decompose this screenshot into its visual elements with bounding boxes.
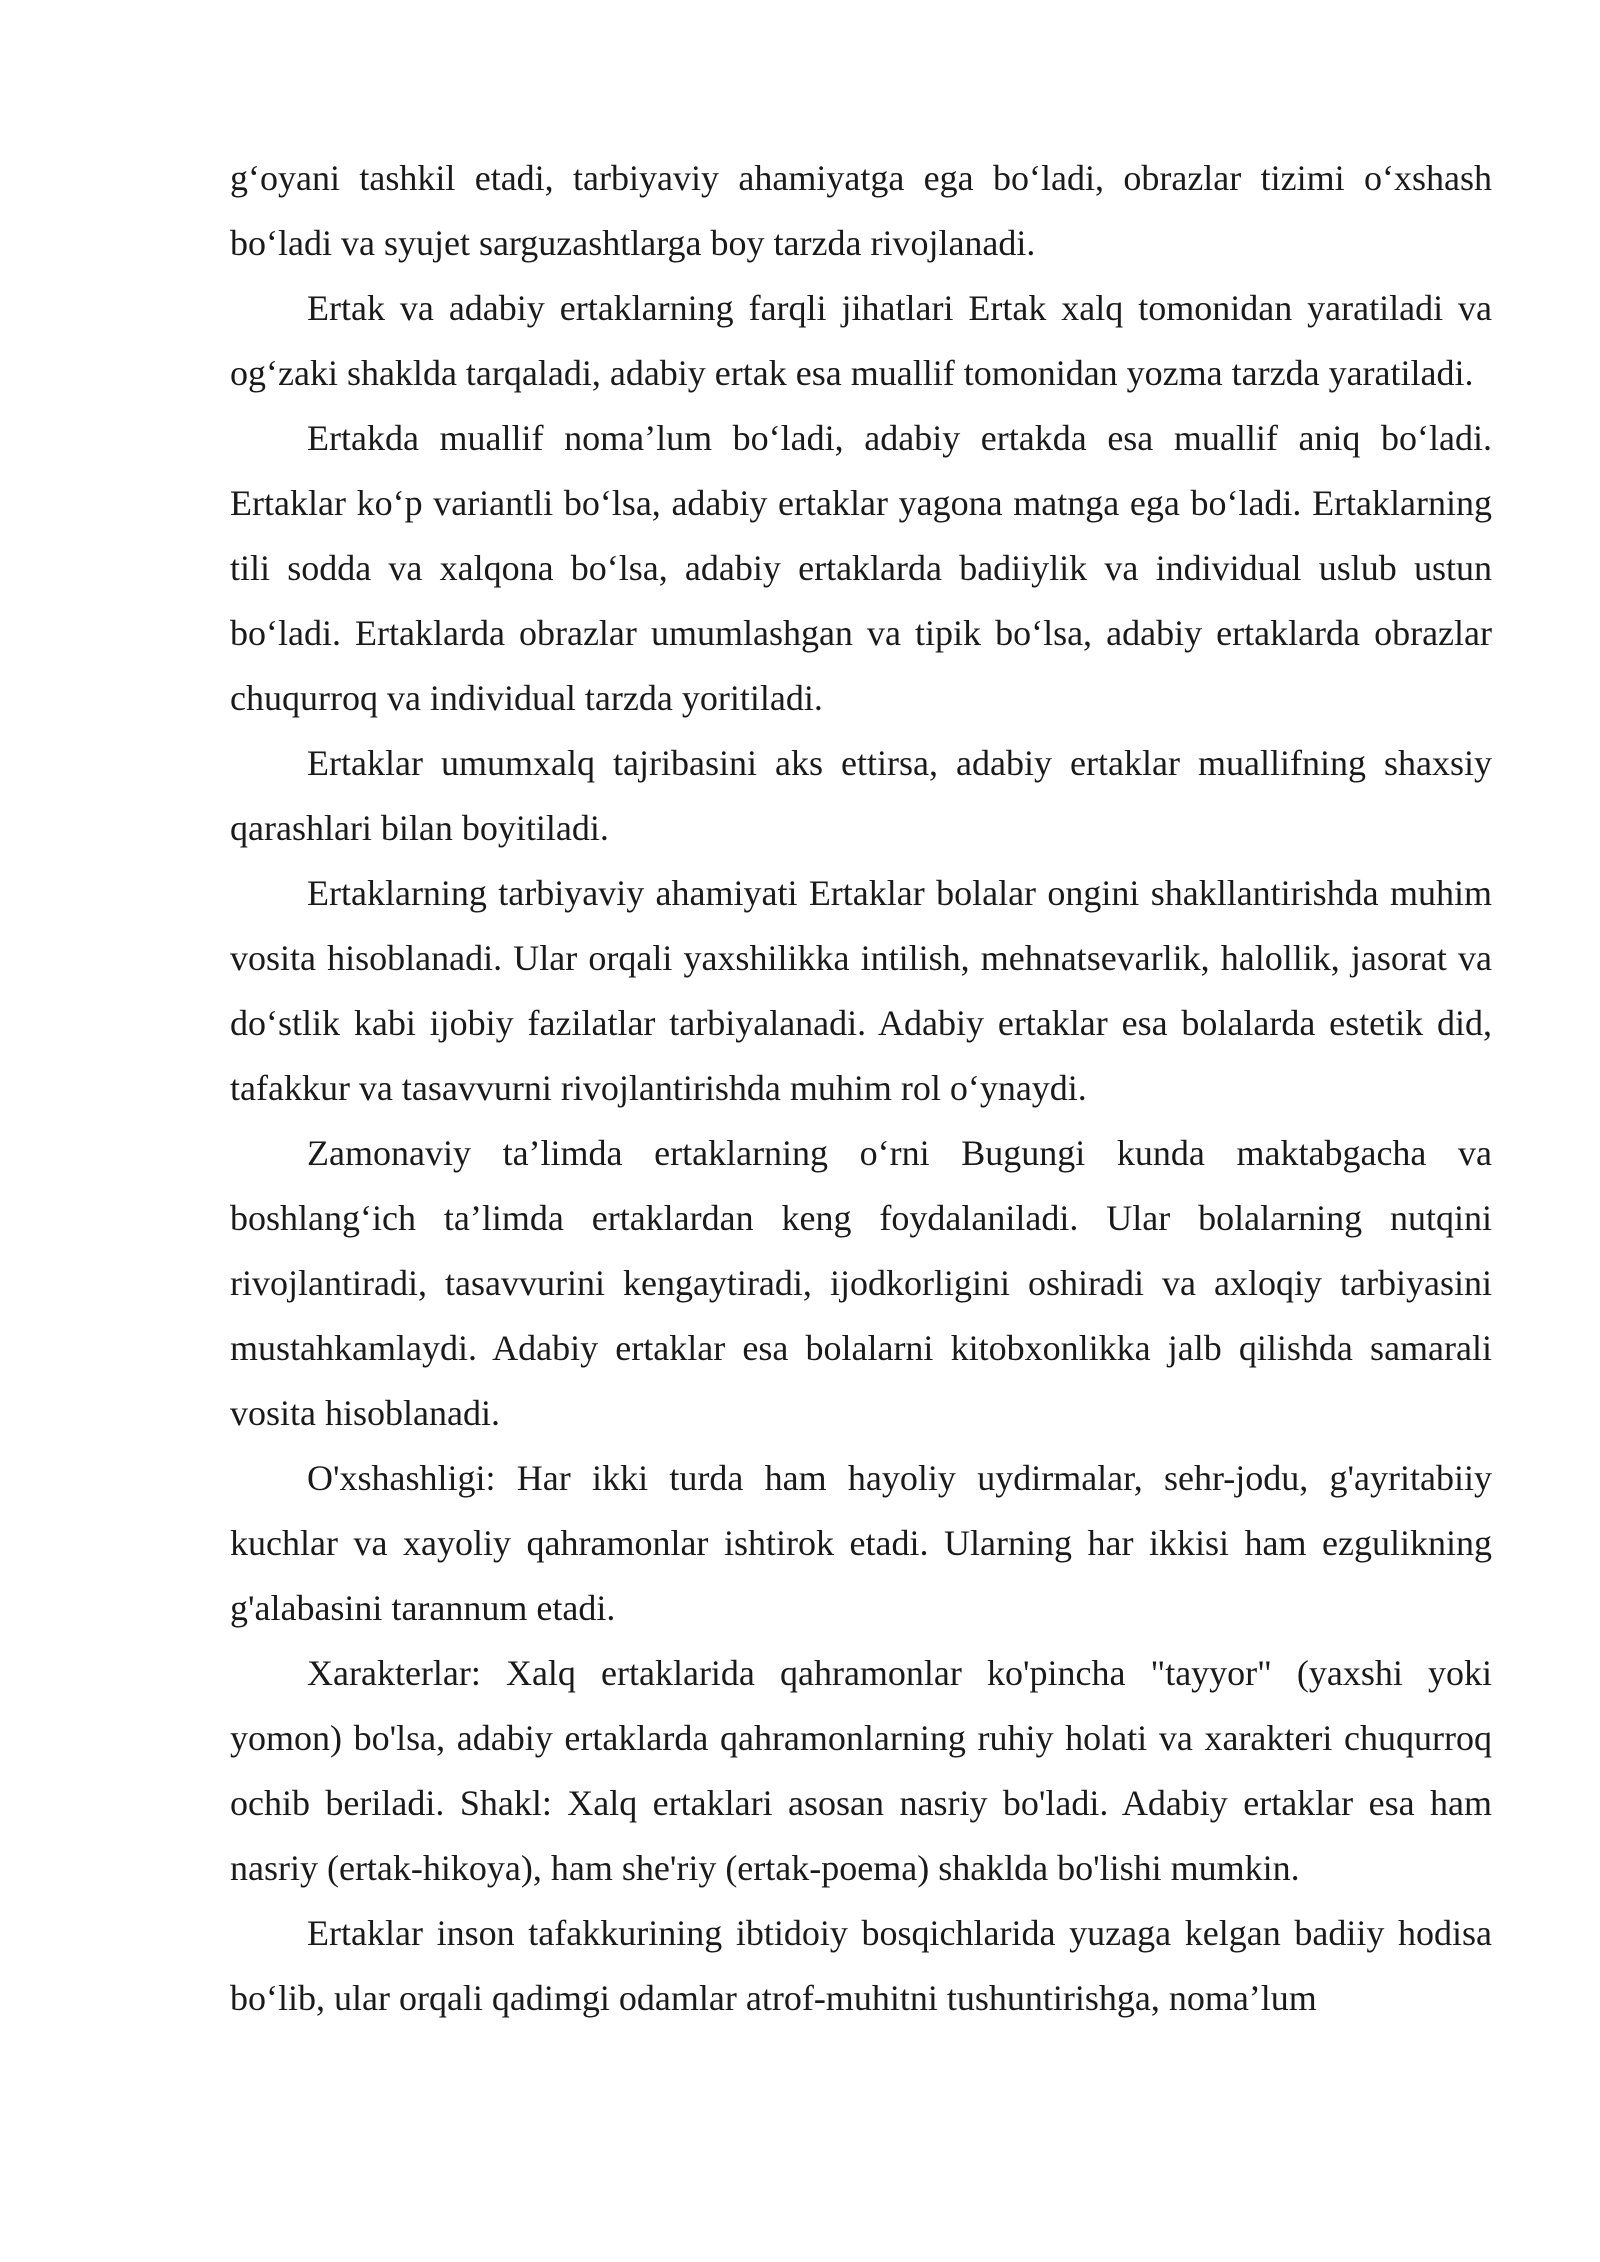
paragraph-9: Ertaklar inson tafakkurining ibtidoiy bosqichlarida yuzaga kelgan badiiy hodisa bo‘lib, ular orqali qadimgi odamlar atrof-muhitni tushuntirishga, noma’lum bbox=[230, 1913, 1492, 2018]
paragraph-4: Ertaklar umumxalq tajribasini aks ettirsa, adabiy ertaklar muallifning shaxsiy qarashlari bilan boyitiladi. bbox=[230, 743, 1492, 848]
paragraph-8: Xarakterlar: Xalq ertaklarida qahramonlar ko'pincha "tayyor" (yaxshi yoki yomon) bo'lsa, adabiy ertaklarda qahramonlarning ruhiy holati va xarakteri chuqurroq ochib beriladi. Shakl: Xalq ertaklari asosan nasriy bo'ladi. Adabiy ertaklar esa ham nasriy (ertak-hikoya), ham she'riy (ertak-poema) shaklda bo'lishi mumkin. bbox=[230, 1653, 1492, 1888]
paragraph-7: O'xshashligi: Har ikki turda ham hayoliy uydirmalar, sehr-jodu, g'ayritabiiy kuchlar va xayoliy qahramonlar ishtirok etadi. Ularning har ikkisi ham ezgulikning g'alabasini tarannum etadi. bbox=[230, 1458, 1492, 1628]
paragraph-1: g‘oyani tashkil etadi, tarbiyaviy ahamiyatga ega bo‘ladi, obrazlar tizimi o‘xshash bo‘ladi va syujet sarguzashtlarga boy tarzda rivojlanadi. bbox=[230, 158, 1492, 263]
paragraph-2: Ertak va adabiy ertaklarning farqli jihatlari Ertak xalq tomonidan yaratiladi va og‘zaki shaklda tarqaladi, adabiy ertak esa muallif tomonidan yozma tarzda yaratiladi. bbox=[230, 288, 1492, 393]
paragraph-6: Zamonaviy ta’limda ertaklarning o‘rni Bugungi kunda maktabgacha va boshlang‘ich ta’limda ertaklardan keng foydalaniladi. Ular bolalarning nutqini rivojlantiradi, tasavvurini kengaytiradi, ijodkorligini oshiradi va axloqiy tarbiyasini mustahkamlaydi. Adabiy ertaklar esa bolalarni kitobxonlikka jalb qilishda samarali vosita hisoblanadi. bbox=[230, 1133, 1492, 1433]
document-page bbox=[230, 146, 1492, 2031]
paragraph-5: Ertaklarning tarbiyaviy ahamiyati Ertaklar bolalar ongini shakllantirishda muhim vosita hisoblanadi. Ular orqali yaxshilikka intilish, mehnatsevarlik, halollik, jasorat va do‘stlik kabi ijobiy fazilatlar tarbiyalanadi. Adabiy ertaklar esa bolalarda estetik did, tafakkur va tasavvurni rivojlantirishda muhim rol o‘ynaydi. bbox=[230, 873, 1492, 1108]
paragraph-3: Ertakda muallif noma’lum bo‘ladi, adabiy ertakda esa muallif aniq bo‘ladi. Ertaklar ko‘p variantli bo‘lsa, adabiy ertaklar yagona matnga ega bo‘ladi. Ertaklarning tili sodda va xalqona bo‘lsa, adabiy ertaklarda badiiylik va individual uslub ustun bo‘ladi. Ertaklarda obrazlar umumlashgan va tipik bo‘lsa, adabiy ertaklarda obrazlar chuqurroq va individual tarzda yoritiladi. bbox=[230, 418, 1492, 718]
